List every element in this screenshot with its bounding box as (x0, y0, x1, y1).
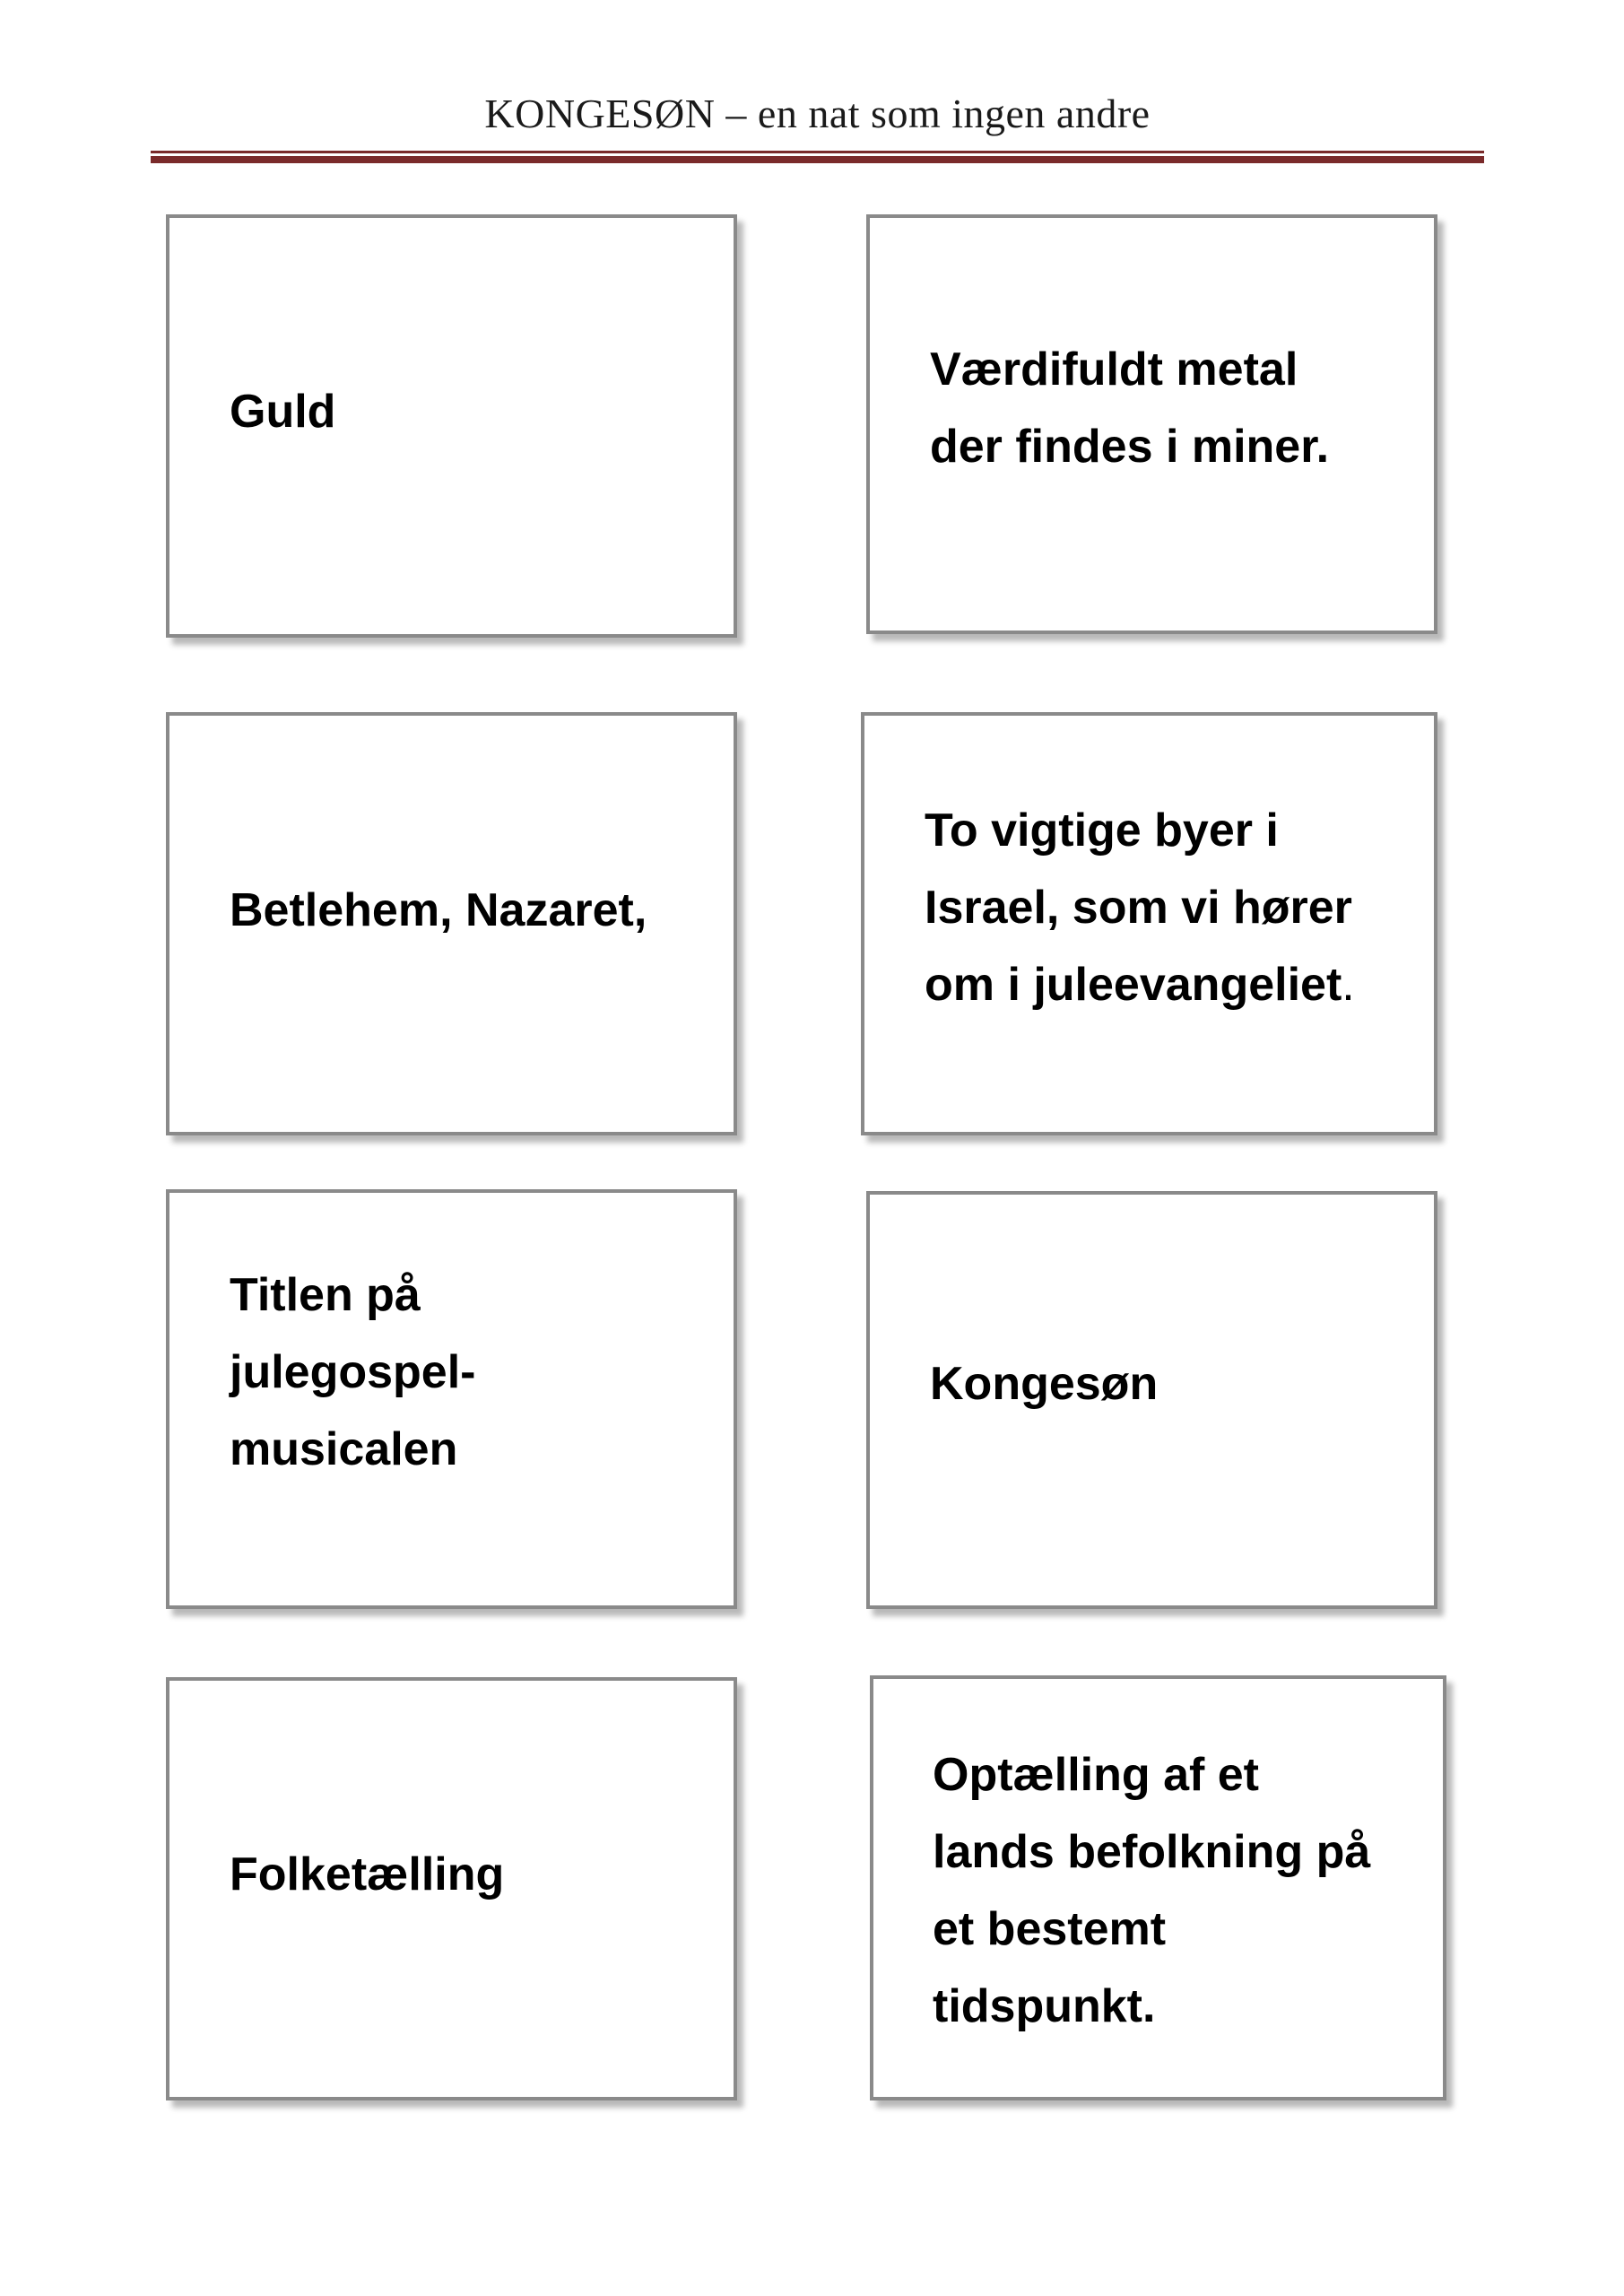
card-text (230, 373, 335, 450)
card-line-trailing-dot: . (1342, 959, 1355, 1011)
card-line: Israel, som vi hører (925, 882, 1352, 934)
page-header-title: KONGESØN – en nat som ingen andre (484, 91, 1151, 136)
card-text (230, 1257, 475, 1488)
card-line: lands befolkning på (933, 1826, 1371, 1878)
card-line (925, 946, 1355, 1023)
card-line: Værdifuldt metal (930, 344, 1298, 396)
card-text (933, 1736, 1370, 2045)
card-line: Betlehem, Nazaret, (230, 884, 647, 936)
card-text (925, 792, 1355, 1023)
card-line: Folketælling (230, 1848, 505, 1900)
card-text (230, 872, 647, 949)
card-line: Optælling af et (933, 1749, 1259, 1801)
card-line-text: om i juleevangeliet (925, 959, 1342, 1011)
card-line: Titlen på (230, 1269, 421, 1321)
word-card-byer (166, 712, 737, 1135)
card-line: et bestemt (933, 1903, 1167, 1955)
card-line: To vigtige byer i (925, 804, 1279, 857)
card-line: julegospel- (230, 1346, 476, 1398)
word-card-kongeson (866, 1191, 1437, 1609)
definition-card-guld (866, 214, 1437, 634)
word-card-guld (166, 214, 737, 638)
word-card-folketaelling (166, 1677, 737, 2100)
definition-card-folketaelling (870, 1675, 1446, 2100)
header-rule-thick (151, 156, 1484, 163)
card-line: Kongesøn (930, 1358, 1159, 1410)
card-text (930, 1345, 1158, 1422)
header-rule-thin (151, 151, 1484, 153)
card-line: tidspunkt. (933, 1980, 1156, 2032)
definition-card-kongeson (166, 1189, 737, 1609)
card-text (230, 1836, 504, 1913)
card-line: musicalen (230, 1423, 458, 1475)
card-line: Guld (230, 386, 336, 438)
definition-card-byer (861, 712, 1437, 1135)
card-text (930, 331, 1329, 485)
card-line: der findes i miner. (930, 421, 1330, 473)
